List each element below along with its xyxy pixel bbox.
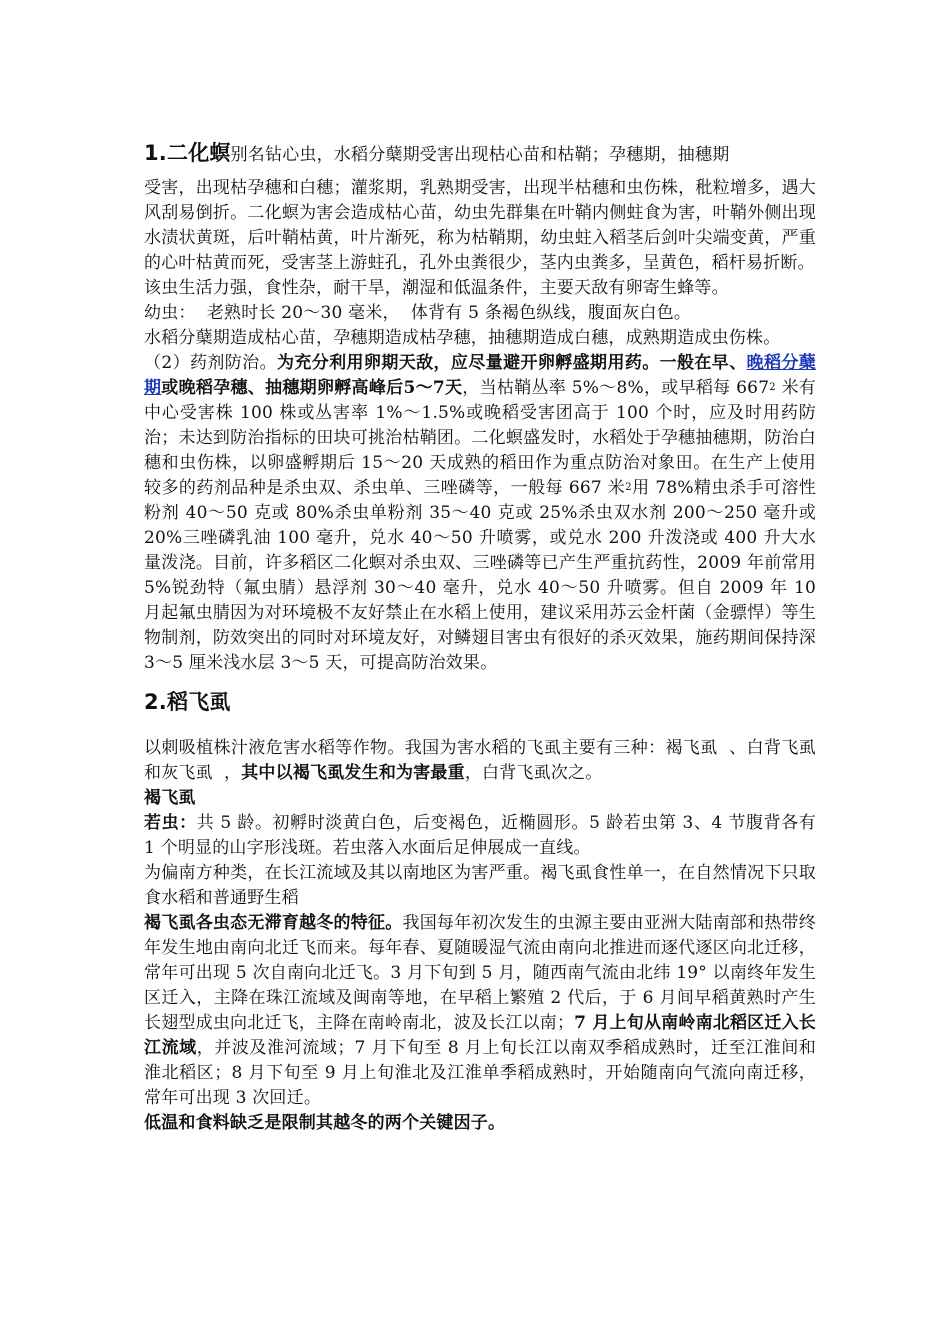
tillering-stage-link[interactable]: 晚稻分蘖期 bbox=[144, 353, 816, 398]
section1-intro-rest: 受害，出现枯孕穗和白穗；灌浆期，乳熟期受害，出现半枯穗和虫伤株，秕粒增多，遇大风刮易倒折。二化螟为害会造成枯心苗，幼虫先群集在叶鞘内侧蛀食为害，叶鞘外侧出现水渍状黄斑，后叶鞘枯黄，叶片渐死，称为枯鞘期，幼虫蛀入稻茎后剑叶尖端变黄，严重的心叶枯黄而死，受害茎上游蛀孔，孔外虫粪很少，茎内虫粪多，呈黄色，稻杆易折断。 bbox=[144, 178, 816, 273]
control-lead: （2）药剂防治。 bbox=[144, 353, 277, 373]
section1-intro-first: 别名钻心虫，水稻分蘖期受害出现枯心苗和枯鞘；孕穗期，抽穗期 bbox=[230, 145, 730, 165]
final-bold-line: 低温和食料缺乏是限制其越冬的两个关键因子。 bbox=[144, 1113, 506, 1133]
document-body bbox=[144, 136, 822, 1136]
section2-intro bbox=[144, 736, 822, 786]
wintering-text-b: ，并波及淮河流域；7 月下旬至 8 月上旬长江以南双季稻成熟时，迁至江淮间和淮北稻区；8 月下旬至 9 月上旬淮北及江淮单季稻成熟时，开始随南向气流向南迁移，常年可出现 3 次回迁。 bbox=[144, 1038, 816, 1108]
section2-intro-b: ，白背飞虱次之。 bbox=[464, 763, 603, 783]
section2-heading bbox=[144, 682, 816, 724]
wintering-text-a: 我国每年初次发生的虫源主要由亚洲大陆南部和热带终年发生地由南向北迁飞而来。每年春、夏随暖湿气流由南向北推进而逐代逐区向北迁移，常年可出现 5 次自南向北迁飞。3 月下旬到 5 月，随西南气流由北纬 19° 以南终年发生区迁入，主降在珠江流域及闽南等地，在早稻上繁殖 2 代后，于 6 月间早稻黄熟时产生长翅型成虫向北迁飞，主降在南岭南北，波及长江以南； bbox=[144, 913, 816, 1033]
control-bold-1: 为充分利用卵期天敌，应尽量避开卵孵盛期用药。一般在早、 bbox=[276, 353, 747, 373]
control-text-3: 用 78%精虫杀手可溶性粉剂 40～50 克或 80%杀虫单粉剂 35～40 克或 25%杀虫双水剂 200～250 毫升或 20%三唑磷乳油 100 毫升，兑水 40～50 升喷雾，或兑水 200 升泼浇或 400 升大水量泼浇。目前，许多稻区二化螟对杀虫双、三唑磷等已产生严重抗药性，2009 年前常用 5%锐劲特（氟虫腈）悬浮剂 30～40 毫升，兑水 40～50 升喷雾。但自 2009 年 10 月起氟虫腈因为对环境极不友好禁止在水稻上使用，建议采用苏云金杆菌（金骠悍）等生物制剂，防效突出的同时对环境友好，对鳞翅目害虫有很好的杀灭效果，施药期间保持深 3～5 厘米浅水层 3～5 天，可提高防治效果。 bbox=[144, 478, 816, 673]
superscript-2-a: 2 bbox=[769, 382, 776, 393]
control-text-2: 米有中心受害株 100 株或丛害率 1%～1.5%或晚稻受害团高于 100 个时，应及时用药防治；未达到防治指标的田块可挑治枯鞘团。二化螟盛发时，水稻处于孕穗抽穗期，防治白穗和虫伤株，以卵盛孵期后 15～20 天成熟的稻田作为重点防治对象田。在生产上使用较多的药剂品种是杀虫双、杀虫单、三唑磷等，一般每 667 米 bbox=[144, 378, 816, 498]
nymph-label: 若虫： bbox=[144, 813, 197, 833]
section2-subtitle: 褐飞虱 bbox=[144, 788, 196, 808]
section2-title: 2.稻飞虱 bbox=[144, 690, 231, 714]
superscript-2-b: 2 bbox=[625, 482, 632, 493]
section1-larva: 幼虫： 老熟时长 20～30 毫米， 体背有 5 条褐色纵线，腹面灰白色。 bbox=[144, 303, 692, 323]
nymph-paragraph bbox=[144, 811, 816, 861]
section2-intro-a: 以刺吸植株汁液危害水稻等作物。我国为害水稻的飞虱主要有三种：褐飞虱 、白背飞虱 和灰飞虱 ， bbox=[144, 738, 822, 783]
distribution-paragraph: 为偏南方种类，在长江流域及其以南地区为害严重。褐飞虱食性单一，在自然情况下只取食水稻和普通野生稻 bbox=[144, 863, 816, 908]
wintering-bold-2: 7 月上旬从南岭南北稻区迁入长江流域 bbox=[144, 1013, 817, 1058]
control-bold-2: 或晚稻孕穗、抽穗期卵孵高峰后5～7天 bbox=[161, 378, 463, 398]
control-text-1: ，当枯鞘丛率 5%～8%，或早稻每 667 bbox=[462, 378, 770, 398]
section1-habit: 该虫生活力强，食性杂，耐干旱，潮湿和低温条件，主要天敌有卵寄生蜂等。 bbox=[144, 278, 729, 298]
nymph-text: 共 5 龄。初孵时淡黄白色，后变褐色，近椭圆形。5 龄若虫第 3、4 节腹背各有 1 个明显的山字形浅斑。若虫落入水面后足伸展成一直线。 bbox=[144, 813, 816, 858]
section2-intro-bold: 其中以褐飞虱发生和为害最重 bbox=[241, 763, 465, 783]
section1-control-paragraph bbox=[144, 351, 816, 676]
wintering-paragraph bbox=[144, 911, 816, 1111]
section1-damage: 水稻分蘖期造成枯心苗，孕穗期造成枯孕穗，抽穗期造成白穗，成熟期造成虫伤株。 bbox=[144, 328, 781, 348]
section1-first-line bbox=[144, 136, 816, 172]
wintering-bold: 褐飞虱各虫态无滞育越冬的特征。 bbox=[144, 913, 403, 933]
spacer bbox=[144, 724, 816, 736]
section1-title: 1.二化螟 bbox=[144, 141, 231, 165]
